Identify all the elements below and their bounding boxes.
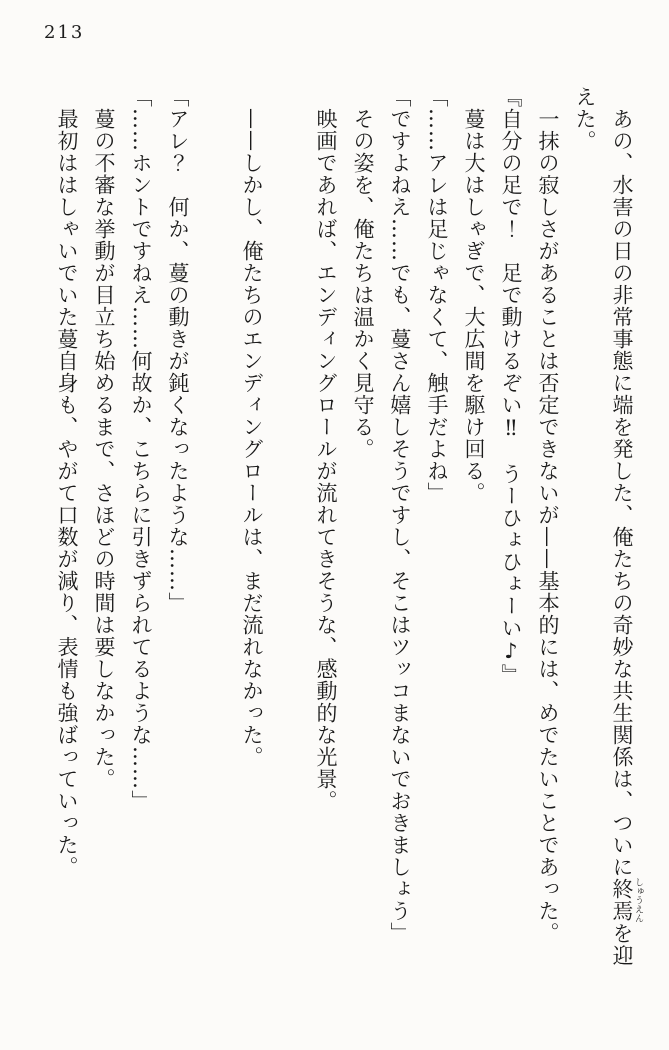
ruby-shuuen [610, 877, 643, 923]
narration-line: ——しかし、俺たちのエンディングロールは、まだ流れなかった。 [240, 108, 264, 768]
dialogue-line: 「ですよねえ……でも、蔓さん嬉しそうですし、そこはツッコまないでおきましょう」 [388, 86, 412, 944]
line-text: あの、水害の日の非常事態に端を発した、俺たちの奇妙な共生関係は、ついに [610, 108, 634, 878]
blank-line [196, 86, 233, 1018]
ruby-base: 終焉 [610, 877, 634, 923]
narration-line: その姿を、俺たちは温かく見守る。 [351, 108, 375, 460]
dialogue-line: 『自分の足で！ 足で動けるぞい‼ うーひょひょーい♪』 [499, 86, 523, 686]
dialogue-line: 「アレ？ 何か、蔓の動きが鈍くなったような……」 [166, 86, 190, 614]
narration-line: 蔓の不審な挙動が目立ち始めるまで、さほどの時間は要しなかった。 [92, 108, 116, 790]
page-number: 213 [44, 22, 85, 43]
text-area [48, 86, 643, 1018]
dialogue-line: 「……ホントですねえ……何故か、こちらに引きずられてるような……」 [129, 86, 153, 812]
narration-line: 最初ははしゃいでいた蔓自身も、やがて口数が減り、表情も強ばっていった。 [55, 108, 79, 878]
narration-line: 蔓は大はしゃぎで、大広間を駆け回る。 [462, 108, 486, 504]
blank-line [270, 86, 307, 1018]
narration-line: 一抹の寂しさがあることは否定できないが——基本的には、めでたいことであった。 [536, 108, 560, 944]
narration-line: 映画であれば、エンディングロールが流れてきそうな、感動的な光景。 [314, 108, 338, 812]
dialogue-line: 「……アレは足じゃなくて、触手だよね」 [425, 86, 449, 504]
narration-line [603, 86, 643, 1018]
narration-line: えた。 [573, 86, 597, 152]
line-text: を迎 [610, 922, 634, 967]
ruby-furigana: しゅうえん [633, 877, 643, 923]
